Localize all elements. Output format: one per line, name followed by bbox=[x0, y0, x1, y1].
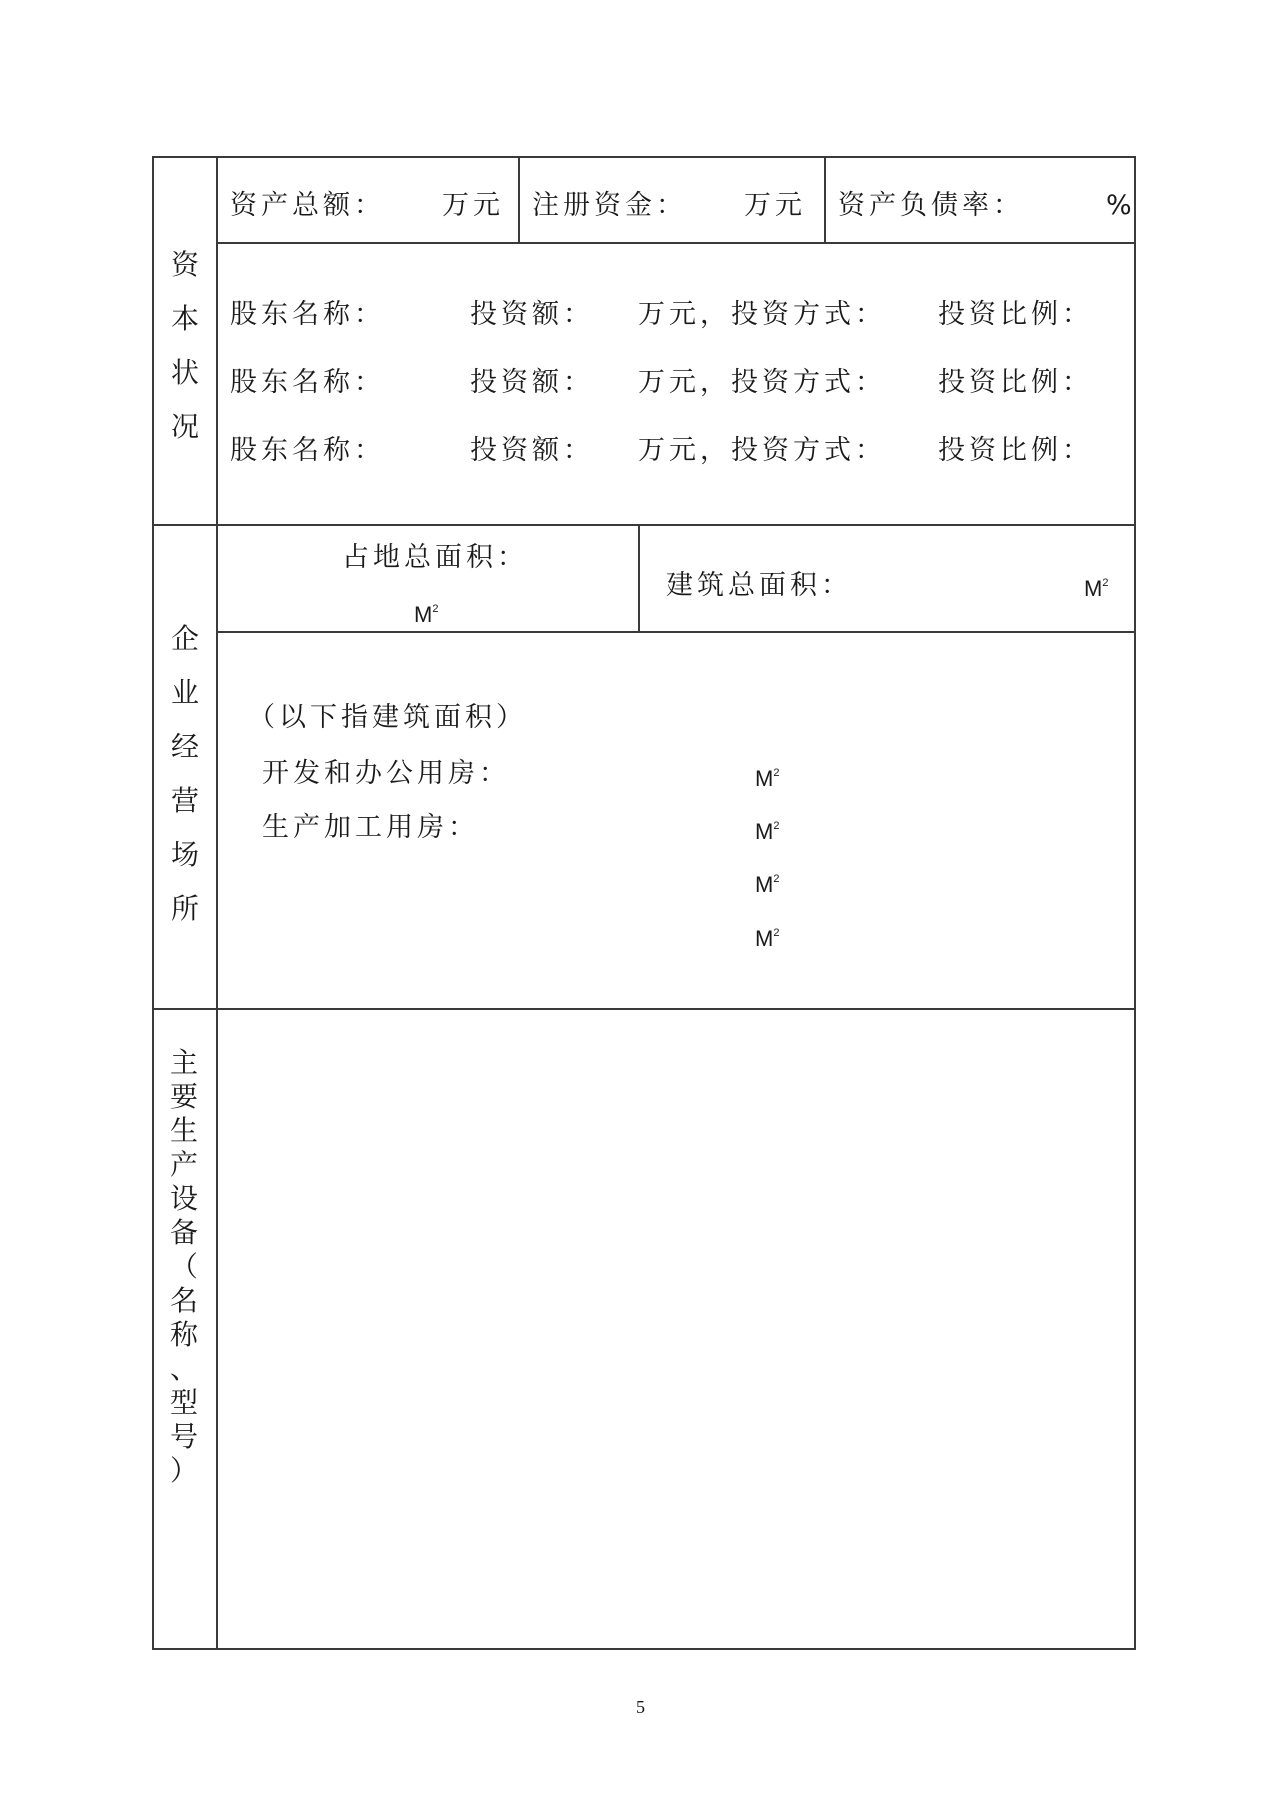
area-unit: $M^2$ bbox=[755, 926, 780, 951]
shareholder-amount-label: 投资额： bbox=[470, 367, 594, 398]
shareholder-unit-method-label: 万元，投资方式： bbox=[638, 299, 886, 330]
office-space-unit: $M^2$ bbox=[755, 766, 780, 791]
table-border-right bbox=[1134, 156, 1136, 1650]
shareholder-name-label: 股东名称： bbox=[230, 367, 385, 398]
building-area-label: 建筑总面积： bbox=[666, 570, 852, 601]
total-assets-unit: 万元 bbox=[442, 190, 504, 221]
capital-section-label: 资 本 状 况 bbox=[170, 248, 199, 443]
registered-capital-label: 注册资金： bbox=[532, 190, 687, 221]
capital-cell-divider-1 bbox=[518, 156, 520, 244]
shareholder-ratio-label: 投资比例： bbox=[938, 435, 1093, 466]
office-space-label: 开发和办公用房： bbox=[262, 758, 510, 789]
shareholder-amount-label: 投资额： bbox=[470, 435, 594, 466]
capital-cell-divider-2 bbox=[824, 156, 826, 244]
premises-section-label: 企 业 经 营 场 所 bbox=[170, 622, 199, 925]
shareholder-ratio-label: 投资比例： bbox=[938, 299, 1093, 330]
production-space-unit: $M^2$ bbox=[755, 819, 780, 844]
shareholder-name-label: 股东名称： bbox=[230, 299, 385, 330]
land-area-label: 占地总面积： bbox=[342, 542, 528, 573]
shareholder-ratio-label: 投资比例： bbox=[938, 367, 1093, 398]
premises-row-divider bbox=[216, 631, 1134, 633]
land-area-unit: $M^2$ bbox=[414, 602, 439, 627]
table-border-top bbox=[152, 156, 1136, 158]
debt-ratio-unit: % bbox=[1106, 190, 1136, 221]
building-area-note: （以下指建筑面积） bbox=[248, 702, 527, 733]
equipment-content-area[interactable] bbox=[218, 1010, 1134, 1648]
total-assets-label: 资产总额： bbox=[230, 190, 385, 221]
equipment-section-label: 主 要 生 产 设 备 （ 名 称 、 型 号 ） bbox=[169, 1046, 198, 1487]
shareholder-unit-method-label: 万元，投资方式： bbox=[638, 435, 886, 466]
debt-ratio-label: 资产负债率： bbox=[838, 190, 1024, 221]
section-divider-capital-premises bbox=[152, 524, 1136, 526]
premises-cell-divider bbox=[638, 524, 640, 633]
area-unit: $M^2$ bbox=[755, 872, 780, 897]
table-border-left bbox=[152, 156, 154, 1650]
shareholder-name-label: 股东名称： bbox=[230, 435, 385, 466]
production-space-label: 生产加工用房： bbox=[262, 812, 479, 843]
shareholder-unit-method-label: 万元，投资方式： bbox=[638, 367, 886, 398]
table-border-bottom bbox=[152, 1648, 1136, 1650]
page-number: 5 bbox=[636, 1697, 645, 1717]
registered-capital-unit: 万元 bbox=[744, 190, 806, 221]
capital-row-divider bbox=[216, 242, 1134, 244]
building-area-unit: $M^2$ bbox=[1084, 576, 1109, 601]
shareholder-amount-label: 投资额： bbox=[470, 299, 594, 330]
